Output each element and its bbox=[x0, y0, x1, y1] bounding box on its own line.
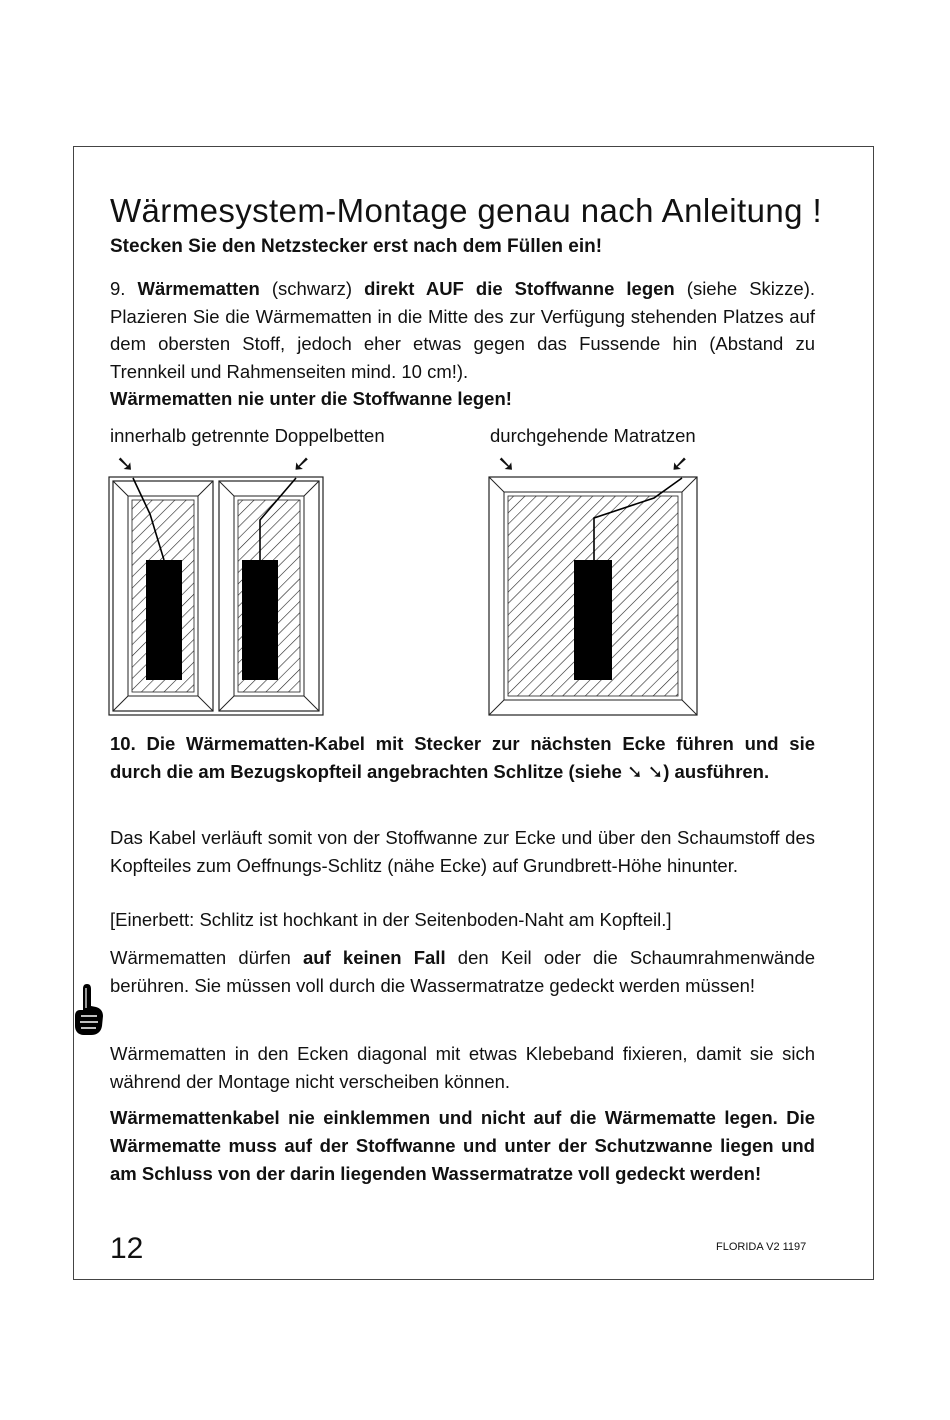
arrow-left-down-icon: ➘ bbox=[292, 451, 311, 476]
corners-paragraph: Wärmematten in den Ecken diagonal mit etwas Klebeband fixieren, damit sie sich während der Montage nicht verscheiben können. bbox=[110, 1043, 815, 1092]
single-mattress-diagram bbox=[488, 476, 700, 716]
step-10-arrows-icon: ➘ ➘ bbox=[627, 761, 664, 782]
page-number: 12 bbox=[110, 1232, 144, 1265]
arrow-right-down-icon: ➘ bbox=[116, 451, 135, 476]
no-contact-paragraph bbox=[110, 944, 815, 999]
step-9-text-color: (schwarz) bbox=[271, 278, 353, 299]
step-10-text-end: ) ausführen. bbox=[663, 761, 770, 782]
step-9-term-placement: direkt AUF die Stoffwanne legen bbox=[364, 278, 675, 299]
diagram-right-caption: durchgehende Matratzen bbox=[490, 425, 696, 446]
final-warning-paragraph: Wärmemattenkabel nie einklemmen und nicht auf die Wärmematte legen. Die Wärmematte muss auf der Stoffwanne und unter der Schutzwanne liegen und am Schluss von der darin liegenden Wassermatratze voll gedeckt werden! bbox=[110, 1107, 815, 1184]
no-contact-text-1: Wärmematten dürfen bbox=[110, 947, 291, 968]
arrow-left-down-icon: ➘ bbox=[670, 451, 689, 476]
no-contact-text-2: den Keil oder die Schaumrahmenwände berühren. Sie müssen voll durch die Wassermatratze gedeckt werden müssen! bbox=[110, 947, 816, 996]
single-bed-note: [Einerbett: Schlitz ist hochkant in der Seitenboden-Naht am Kopfteil.] bbox=[110, 909, 672, 930]
page-title: Wärmesystem-Montage genau nach Anleitung ! bbox=[110, 192, 823, 229]
step-10-paragraph bbox=[110, 730, 815, 786]
footer-code: FLORIDA V2 1197 bbox=[716, 1241, 807, 1253]
double-bed-diagram bbox=[108, 476, 324, 716]
arrow-right-down-icon: ➘ bbox=[497, 451, 516, 476]
pointing-hand-icon bbox=[72, 982, 106, 1038]
step-9-warning: Wärmematten nie unter die Stoffwanne legen! bbox=[110, 388, 512, 409]
cable-paragraph: Das Kabel verläuft somit von der Stoffwanne zur Ecke und über den Schaumstoff des Kopfteiles zum Oeffnungs-Schlitz (nähe Ecke) auf Grundbrett-Höhe hinunter. bbox=[110, 827, 815, 876]
diagram-left-caption: innerhalb getrennte Doppelbetten bbox=[110, 425, 385, 446]
step-9-paragraph bbox=[110, 275, 815, 413]
step-9-term-mats: Wärmematten bbox=[137, 278, 260, 299]
no-contact-emphasis: auf keinen Fall bbox=[303, 947, 446, 968]
step-9-text-body: (siehe Skizze). Plazieren Sie die Wärmematten in die Mitte des zur Verfügung stehenden Platzes auf dem obersten Stoff, jedoch eher etwas gegen das Fussende hin (Abstand zu Trennkeil und Rahmenseiten mind. 10 cm!). bbox=[110, 278, 816, 382]
page-subtitle: Stecken Sie den Netzstecker erst nach dem Füllen ein! bbox=[110, 236, 603, 257]
step-9-number: 9. bbox=[110, 278, 126, 299]
step-10-text: 10. Die Wärmematten-Kabel mit Stecker zur nächsten Ecke führen und sie durch die am Bezugskopfteil angebrachten Schlitze (siehe bbox=[110, 733, 815, 782]
